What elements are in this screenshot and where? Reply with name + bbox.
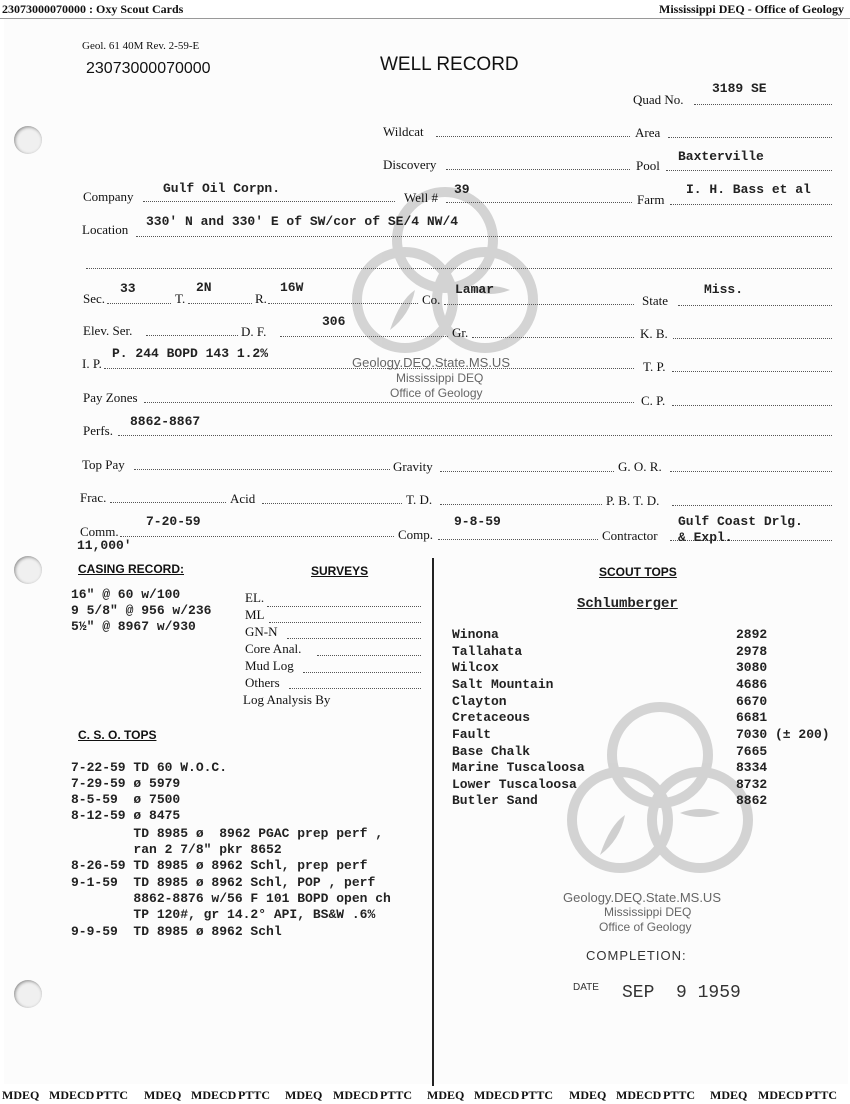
formation-depth: 4686 [736, 677, 768, 692]
completed-label: Comp. [398, 527, 434, 542]
formation-name: Butler Sand [452, 793, 538, 808]
watermark-office: Office of Geology [390, 386, 483, 400]
wildcat-line [436, 136, 630, 137]
acid-line [262, 503, 402, 504]
formation-name: Winona [452, 627, 499, 642]
cso-line: TD 8985 ø 8962 PGAC prep perf , [71, 826, 384, 841]
column-divider [432, 558, 434, 1086]
frac-line [110, 502, 226, 503]
pool-label: Pool [636, 158, 660, 173]
initial-production-label: I. P. [82, 356, 102, 371]
plug-back-label: P. B. T. D. [606, 493, 660, 508]
gor-label: G. O. R. [618, 459, 662, 474]
watermark-logo-icon [340, 180, 550, 370]
watermark-url: Geology.DEQ.State.MS.US [352, 355, 510, 370]
derrick-floor-value: 306 [322, 314, 346, 329]
api-number: 23073000070000 [86, 60, 211, 77]
discovery-label: Discovery [383, 157, 437, 172]
sec-line [107, 303, 171, 304]
completed-value: 9-8-59 [454, 514, 501, 529]
footer-label: MDECD [758, 1088, 804, 1102]
quad-label: Quad No. [633, 92, 684, 107]
survey-item: Mud Log [245, 658, 294, 673]
gravity-label: Gravity [393, 459, 433, 474]
commenced-extra: 11,000' [77, 538, 132, 553]
footer-label: PTTC [96, 1088, 129, 1102]
footer-label: MDECD [49, 1088, 95, 1102]
state-line [678, 305, 832, 306]
state-value: Miss. [704, 282, 744, 297]
range-label: R. [255, 291, 267, 306]
formation-depth: 3080 [736, 660, 768, 675]
ground-line [472, 337, 634, 338]
completed-line [438, 539, 598, 540]
state-label: State [642, 293, 668, 308]
survey-item: EL. [245, 590, 265, 605]
cso-line: 8-12-59 ø 8475 [71, 808, 181, 823]
location-value: 330' N and 330' E of SW/cor of SE/4 NW/4 [146, 214, 459, 229]
casing-line: 16" @ 60 w/100 [71, 587, 181, 602]
township-value: 2N [196, 280, 212, 295]
elevation-label: Elev. Ser. [83, 323, 133, 338]
well-label: Well # [404, 190, 438, 205]
total-depth-label: T. D. [406, 492, 433, 507]
perfs-value: 8862-8867 [130, 414, 201, 429]
formation-name: Tallahata [452, 644, 523, 659]
completion-date: SEP 9 1959 [622, 983, 741, 1003]
elevation-line [146, 335, 238, 336]
footer-label: MDECD [616, 1088, 662, 1102]
survey-item: Log Analysis By [243, 692, 331, 707]
company-line [143, 201, 395, 202]
gravity-line [440, 471, 614, 472]
formation-name: Fault [452, 727, 492, 742]
page-title: WELL RECORD [380, 54, 519, 75]
document-id: 23073000070000 : Oxy Scout Cards [2, 2, 184, 16]
formation-depth: 2978 [736, 644, 768, 659]
cso-line: 8-5-59 ø 7500 [71, 792, 181, 807]
gor-line [670, 471, 832, 472]
punch-hole-icon [14, 556, 42, 584]
completion-label: COMPLETION: [586, 948, 687, 963]
casing-line: 9 5/8" @ 956 w/236 [71, 603, 212, 618]
pool-line [666, 170, 832, 171]
location-line-2 [86, 268, 832, 269]
punch-hole-icon [14, 980, 42, 1008]
footer-label: MDEQ [710, 1088, 748, 1102]
well-value: 39 [454, 182, 470, 197]
area-line [668, 137, 832, 138]
well-line [446, 202, 632, 203]
kelly-bushing-line [673, 338, 832, 339]
formation-depth: 2892 [736, 627, 768, 642]
county-label: Co. [422, 292, 441, 307]
survey-item: Core Anal. [245, 641, 302, 656]
footer-label: PTTC [380, 1088, 413, 1102]
perfs-line [118, 435, 832, 436]
cso-line: 7-29-59 ø 5979 [71, 776, 181, 791]
acid-label: Acid [230, 491, 256, 506]
county-value: Lamar [455, 282, 495, 297]
footer-label: MDEQ [2, 1088, 40, 1102]
formation-depth: 6681 [736, 710, 768, 725]
watermark-url: Geology.DEQ.State.MS.US [563, 890, 721, 905]
quad-line [694, 104, 832, 105]
township-label: T. [175, 291, 186, 306]
footer-label: MDEQ [144, 1088, 182, 1102]
formation-name: Lower Tuscaloosa [452, 777, 577, 792]
survey-line [287, 638, 421, 639]
initial-production-line [104, 368, 634, 369]
formation-depth: 8732 [736, 777, 768, 792]
survey-item: Others [245, 675, 280, 690]
survey-line [267, 606, 421, 607]
footer-label: MDEQ [569, 1088, 607, 1102]
formation-name: Base Chalk [452, 744, 531, 759]
completion-date-label: DATE [573, 982, 599, 993]
formation-name: Wilcox [452, 660, 499, 675]
plug-back-line [672, 505, 832, 506]
top-pay-line [134, 469, 390, 470]
survey-item: ML [245, 607, 265, 622]
cso-line: 8862-8876 w/56 F 101 BOPD open ch [71, 891, 391, 906]
watermark-office: Office of Geology [599, 920, 692, 934]
cso-line: ran 2 7/8" pkr 8652 [71, 842, 282, 857]
form-number: Geol. 61 40M Rev. 2-59-E [82, 40, 200, 52]
location-line [136, 236, 832, 237]
top-pay-label: Top Pay [82, 457, 125, 472]
pay-zones-line [144, 402, 634, 403]
initial-production-value: P. 244 BOPD 143 1.2% [112, 346, 269, 361]
area-label: Area [635, 125, 661, 140]
agency-name: Mississippi DEQ - Office of Geology [659, 2, 844, 16]
formation-name: Salt Mountain [452, 677, 554, 692]
casing-pressure-label: C. P. [641, 393, 666, 408]
quad-value: 3189 SE [712, 81, 767, 96]
company-label: Company [83, 189, 134, 204]
scout-tops-subtitle: Schlumberger [577, 596, 678, 612]
location-label: Location [82, 222, 129, 237]
cso-line: 8-26-59 TD 8985 ø 8962 Schl, prep perf [71, 858, 368, 873]
tubing-pressure-label: T. P. [643, 359, 666, 374]
footer-label: MDECD [474, 1088, 520, 1102]
cso-line: 9-9-59 TD 8985 ø 8962 Schl [71, 924, 282, 939]
commenced-value: 7-20-59 [146, 514, 201, 529]
cso-line: 9-1-59 TD 8985 ø 8962 Schl, POP , perf [71, 875, 376, 890]
footer-label: PTTC [805, 1088, 838, 1102]
cso-line: TP 120#, gr 14.2° API, BS&W .6% [71, 907, 376, 922]
footer-label: MDEQ [285, 1088, 323, 1102]
commenced-line [120, 536, 394, 537]
farm-line [670, 204, 832, 205]
sec-value: 33 [120, 281, 136, 296]
farm-value: I. H. Bass et al [686, 182, 811, 197]
discovery-line [446, 169, 630, 170]
footer-label: PTTC [238, 1088, 271, 1102]
tubing-pressure-line [672, 371, 832, 372]
formation-depth: 7030 [736, 727, 768, 742]
footer-label: MDECD [191, 1088, 237, 1102]
township-line [188, 303, 252, 304]
contractor-value: Gulf Coast Drlg. [678, 514, 803, 529]
formation-depth: 7665 [736, 744, 768, 759]
footer-label: PTTC [663, 1088, 696, 1102]
scout-tops-title: SCOUT TOPS [599, 565, 677, 579]
cso-tops-title: C. S. O. TOPS [78, 728, 157, 742]
casing-record-title: CASING RECORD: [78, 562, 185, 576]
watermark-agency: Mississippi DEQ [604, 905, 692, 919]
surveys-title: SURVEYS [311, 564, 369, 578]
total-depth-line [440, 504, 602, 505]
survey-line [303, 672, 421, 673]
pool-value: Baxterville [678, 149, 764, 164]
contractor-value-2: & Expl. [678, 530, 733, 545]
footer-bar [0, 1086, 850, 1104]
formation-depth: 8334 [736, 760, 768, 775]
farm-label: Farm [637, 192, 665, 207]
commenced-label: Comm. [80, 524, 119, 539]
formation-name: Clayton [452, 694, 507, 709]
survey-line [269, 622, 421, 623]
formation-name: Cretaceous [452, 710, 531, 725]
county-line [444, 304, 634, 305]
frac-label: Frac. [80, 490, 107, 505]
ground-label: Gr. [452, 325, 469, 340]
casing-line: 5½" @ 8967 w/930 [71, 619, 196, 634]
pay-zones-label: Pay Zones [83, 390, 138, 405]
punch-hole-icon [14, 126, 42, 154]
footer-label: MDECD [333, 1088, 379, 1102]
company-value: Gulf Oil Corpn. [163, 181, 281, 196]
watermark-logo-icon [555, 694, 768, 895]
formation-note: (± 200) [775, 727, 830, 742]
wildcat-label: Wildcat [383, 124, 424, 139]
cso-line: 7-22-59 TD 60 W.O.C. [71, 760, 228, 775]
footer-label: PTTC [521, 1088, 554, 1102]
survey-line [317, 655, 421, 656]
range-line [268, 303, 418, 304]
footer-label: MDEQ [427, 1088, 465, 1102]
derrick-floor-line [280, 336, 448, 337]
survey-item: GN-N [245, 624, 278, 639]
casing-pressure-line [672, 405, 832, 406]
formation-name: Marine Tuscaloosa [452, 760, 585, 775]
sec-label: Sec. [83, 291, 106, 306]
perfs-label: Perfs. [83, 423, 113, 438]
derrick-floor-label: D. F. [241, 324, 267, 339]
range-value: 16W [280, 280, 304, 295]
watermark-agency: Mississippi DEQ [396, 371, 484, 385]
formation-depth: 6670 [736, 694, 768, 709]
formation-depth: 8862 [736, 793, 768, 808]
header-bar [0, 0, 850, 19]
kelly-bushing-label: K. B. [640, 326, 668, 341]
survey-line [289, 688, 421, 689]
contractor-label: Contractor [602, 528, 658, 543]
